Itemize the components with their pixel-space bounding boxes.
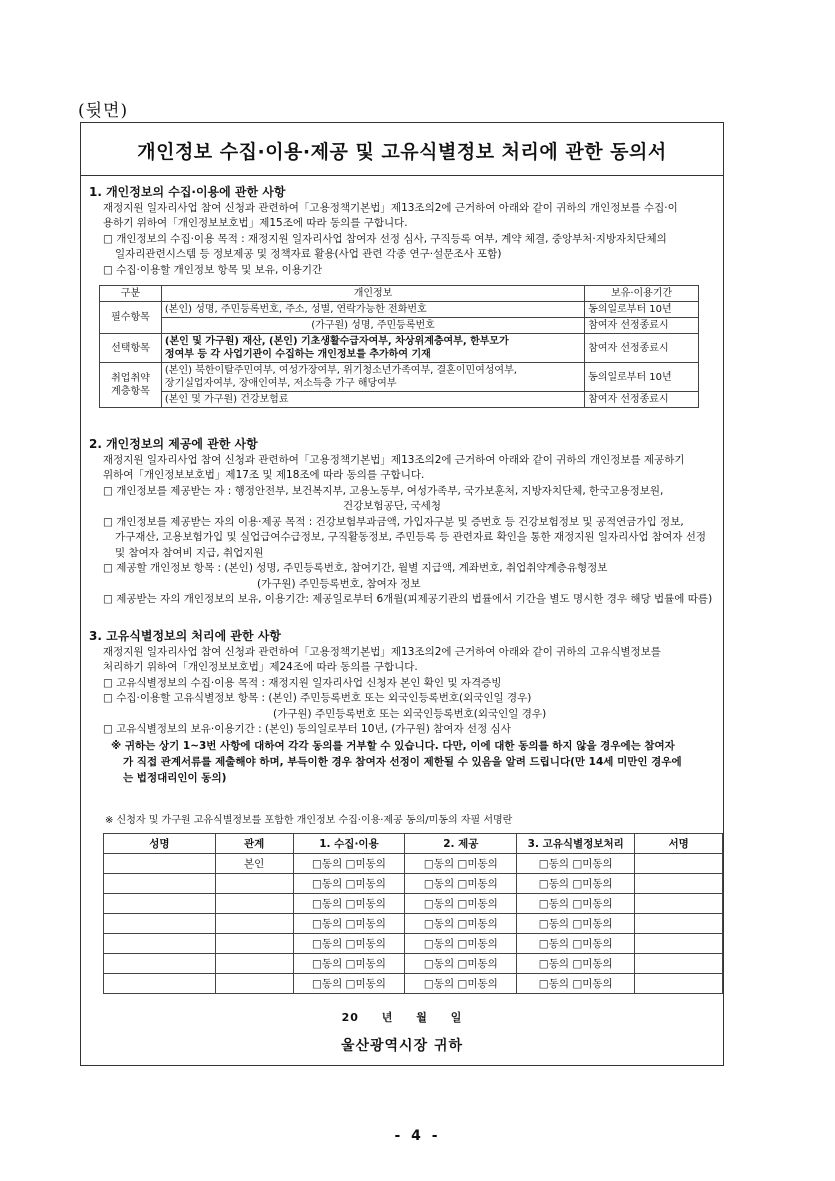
signature-cell[interactable] [635, 894, 723, 914]
unique-id-consent-checkboxes[interactable]: □동의 □미동의 [517, 894, 635, 914]
collection-consent-checkboxes[interactable]: □동의 □미동의 [293, 874, 405, 894]
date-line: 20 년 월 일 [341, 1011, 463, 1024]
collection-consent-checkboxes[interactable]: □동의 □미동의 [293, 954, 405, 974]
section-collection [89, 185, 717, 278]
relation-cell[interactable] [215, 914, 293, 934]
optional-period: 참여자 선정종료시 [585, 334, 699, 363]
name-cell[interactable] [104, 894, 216, 914]
page-number: - 4 - [394, 1128, 441, 1144]
consent-refusal-note-line2: 가 직접 관계서류를 제출해야 하며, 부득이한 경우 참여자 선정이 제한될 수 있음을 알려 드립니다(만 14세 미만인 경우에 [123, 755, 682, 768]
section2-recipients-line1: □ 개인정보를 제공받는 자 : 행정안전부, 보건복지부, 고용노동부, 여성가족부, 국가보훈처, 지방자치단체, 한국고용정보원, [103, 484, 664, 497]
section2-retention: □ 제공받는 자의 개인정보의 보유, 이용기간: 제공일로부터 6개월(피제공기관의 법률에서 기간을 별도 명시한 경우 해당 법률에 따름) [103, 593, 713, 605]
table-row [104, 854, 723, 874]
section3-items-line2: (가구원) 주민등록번호 또는 외국인등록번호(외국인일 경우) [273, 707, 547, 720]
section3-intro-line1: 재정지원 일자리사업 참여 신청과 관련하여「고용정책기본법」제13조의2에 근거하여 아래와 같이 귀하의 고유식별정보를 [103, 645, 661, 658]
section2-use-line1: □ 개인정보를 제공받는 자의 이용·제공 목적 : 건강보험부과금액, 가입자구분 및 증번호 등 건강보험정보 및 공적연금가입 정보, [103, 515, 684, 528]
optional-items-line1: (본인 및 가구원) 재산, (본인) 기초생활수급자여부, 차상위계층여부, 한부모가 [164, 336, 509, 347]
signature-cell[interactable] [635, 974, 723, 994]
header-unique-id: 3. 고유식별정보처리 [517, 834, 635, 854]
section3-heading: 3. 고유식별정보의 처리에 관한 사항 [89, 629, 281, 643]
vulnerable-label-line2: 계층항목 [111, 386, 150, 397]
collection-consent-checkboxes[interactable]: □동의 □미동의 [293, 894, 405, 914]
section2-items-line2: (가구원) 주민등록번호, 참여자 정보 [257, 577, 421, 590]
header-provision: 2. 제공 [405, 834, 517, 854]
section2-intro-line2: 위하여「개인정보보호법」제17조 및 제18조에 따라 동의를 구합니다. [103, 469, 425, 481]
unique-id-consent-checkboxes[interactable]: □동의 □미동의 [517, 874, 635, 894]
back-page-label: (뒷면) [78, 101, 129, 121]
table-row [100, 302, 699, 318]
header-signature: 서명 [635, 834, 723, 854]
provision-consent-checkboxes[interactable]: □동의 □미동의 [405, 854, 517, 874]
section-unique-id [89, 629, 717, 786]
table-row [104, 974, 723, 994]
collection-items-table [99, 285, 699, 408]
provision-consent-checkboxes[interactable]: □동의 □미동의 [405, 914, 517, 934]
health-insurance-item: (본인 및 가구원) 건강보험료 [161, 392, 584, 408]
required-items-self: (본인) 성명, 주민등록번호, 주소, 성별, 연락가능한 전화번호 [161, 302, 584, 318]
optional-items [161, 334, 584, 363]
collection-consent-checkboxes[interactable]: □동의 □미동의 [293, 854, 405, 874]
name-cell[interactable] [104, 974, 216, 994]
unique-id-consent-checkboxes[interactable]: □동의 □미동의 [517, 974, 635, 994]
relation-cell[interactable]: 본인 [215, 854, 293, 874]
signature-caption: ※ 신청자 및 가구원 고유식별정보를 포함한 개인정보 수집·이용·제공 동의/미동의 자필 서명란 [105, 815, 513, 826]
name-cell[interactable] [104, 874, 216, 894]
signature-cell[interactable] [635, 934, 723, 954]
section2-items-line1: □ 제공할 개인정보 항목 : (본인) 성명, 주민등록번호, 참여기간, 월별 지급액, 계좌번호, 취업취약계층유형정보 [103, 562, 608, 574]
required-period-household: 참여자 선정종료시 [585, 318, 699, 334]
section2-heading: 2. 개인정보의 제공에 관한 사항 [89, 437, 258, 451]
section1-items-label: □ 수집·이용할 개인정보 항목 및 보유, 이용기간 [103, 263, 323, 276]
optional-label: 선택항목 [100, 334, 162, 363]
table-row [104, 934, 723, 954]
relation-cell[interactable] [215, 894, 293, 914]
signature-cell[interactable] [635, 914, 723, 934]
signature-table [103, 833, 723, 994]
section3-intro-line2: 처리하기 위하여「개인정보보호법」제24조에 따라 동의를 구합니다. [103, 661, 418, 673]
header-category: 구분 [100, 286, 162, 302]
section2-recipients-line2: 건강보험공단, 국세청 [343, 500, 441, 512]
signature-cell[interactable] [635, 854, 723, 874]
table-row [100, 318, 699, 334]
unique-id-consent-checkboxes[interactable]: □동의 □미동의 [517, 954, 635, 974]
relation-cell[interactable] [215, 954, 293, 974]
provision-consent-checkboxes[interactable]: □동의 □미동의 [405, 954, 517, 974]
addressee: 울산광역시장 귀하 [340, 1038, 464, 1054]
title-divider [81, 175, 723, 176]
section3-purpose: □ 고유식별정보의 수집·이용 목적 : 재정지원 일자리사업 신청자 본인 확인 및 자격증빙 [103, 676, 502, 689]
table-row [104, 874, 723, 894]
table-row [100, 334, 699, 363]
header-name: 성명 [104, 834, 216, 854]
required-period-self: 동의일로부터 10년 [585, 302, 699, 318]
provision-consent-checkboxes[interactable]: □동의 □미동의 [405, 894, 517, 914]
collection-consent-checkboxes[interactable]: □동의 □미동의 [293, 914, 405, 934]
vulnerable-items [161, 363, 584, 392]
unique-id-consent-checkboxes[interactable]: □동의 □미동의 [517, 914, 635, 934]
table-row [104, 914, 723, 934]
table-row [100, 392, 699, 408]
section1-heading: 1. 개인정보의 수집·이용에 관한 사항 [89, 185, 286, 199]
section1-purpose-line2: 일자리관련시스템 등 정보제공 및 정책자료 활용(사업 관련 각종 연구·설문조사 포함) [115, 248, 502, 260]
relation-cell[interactable] [215, 934, 293, 954]
name-cell[interactable] [104, 914, 216, 934]
header-retention: 보유·이용기간 [585, 286, 699, 302]
vulnerable-items-line1: (본인) 북한이탈주민여부, 여성가장여부, 위기청소년가족여부, 결혼이민여성여부, [164, 365, 517, 376]
signature-cell[interactable] [635, 954, 723, 974]
relation-cell[interactable] [215, 874, 293, 894]
section3-retention: □ 고유식별정보의 보유·이용기간 : (본인) 동의일로부터 10년, (가구원) 참여자 선정 심사 [103, 723, 511, 735]
vulnerable-period: 동의일로부터 10년 [585, 363, 699, 392]
form-title: 개인정보 수집·이용·제공 및 고유식별정보 처리에 관한 동의서 [137, 141, 667, 163]
consent-refusal-note-line3: 는 법정대리인이 동의) [123, 771, 227, 784]
table-row [104, 954, 723, 974]
name-cell[interactable] [104, 854, 216, 874]
section1-intro-line1: 재정지원 일자리사업 참여 신청과 관련하여「고용정책기본법」제13조의2에 근거하여 아래와 같이 귀하의 개인정보를 수집·이 [103, 201, 678, 214]
name-cell[interactable] [104, 934, 216, 954]
collection-consent-checkboxes[interactable]: □동의 □미동의 [293, 974, 405, 994]
collection-consent-checkboxes[interactable]: □동의 □미동의 [293, 934, 405, 954]
section2-use-line3: 및 참여자 참여비 지급, 취업지원 [115, 546, 264, 559]
section3-items-line1: □ 수집·이용할 고유식별정보 항목 : (본인) 주민등록번호 또는 외국인등록번호(외국인일 경우) [103, 692, 532, 704]
health-insurance-period: 참여자 선정종료시 [585, 392, 699, 408]
provision-consent-checkboxes[interactable]: □동의 □미동의 [405, 934, 517, 954]
optional-items-line2: 정여부 등 각 사업기관이 수집하는 개인정보를 추가하여 기재 [164, 349, 431, 360]
vulnerable-items-line2: 장기실업자여부, 장애인여부, 저소득층 가구 해당여부 [164, 378, 397, 389]
provision-consent-checkboxes[interactable]: □동의 □미동의 [405, 974, 517, 994]
section2-use-line2: 가구재산, 고용보험가입 및 실업급여수급정보, 구직활동정보, 주민등록 등 관련자료 확인을 통한 재정지원 일자리사업 참여자 선정 [115, 531, 706, 543]
consent-refusal-note-line1: ※ 귀하는 상기 1~3번 사항에 대하여 각각 동의를 거부할 수 있습니다. 다만, 이에 대한 동의를 하지 않을 경우에는 참여자 [111, 739, 675, 752]
consent-form [80, 122, 724, 1066]
section1-intro-line2: 용하기 위하여「개인정보보호법」제15조에 따라 동의를 구합니다. [103, 217, 408, 229]
provision-consent-checkboxes[interactable]: □동의 □미동의 [405, 874, 517, 894]
table-row [100, 363, 699, 392]
header-relation: 관계 [215, 834, 293, 854]
signature-rows [104, 854, 723, 994]
table-header-row [100, 286, 699, 302]
required-label: 필수항목 [100, 302, 162, 334]
vulnerable-label [100, 363, 162, 408]
section-provision [89, 437, 717, 608]
signature-header-row [104, 834, 723, 854]
section1-purpose-line1: □ 개인정보의 수집·이용 목적 : 재정지원 일자리사업 참여자 선정 심사, 구직등록 여부, 계약 체결, 중앙부처·지방자치단체의 [103, 232, 667, 245]
signature-cell[interactable] [635, 874, 723, 894]
required-items-household: (가구원) 성명, 주민등록번호 [161, 318, 584, 334]
header-collection: 1. 수집·이용 [293, 834, 405, 854]
table-row [104, 894, 723, 914]
relation-cell[interactable] [215, 974, 293, 994]
header-personal-info: 개인정보 [161, 286, 584, 302]
section2-intro-line1: 재정지원 일자리사업 참여 신청과 관련하여「고용정책기본법」제13조의2에 근거하여 아래와 같이 귀하의 개인정보를 제공하기 [103, 453, 685, 466]
name-cell[interactable] [104, 954, 216, 974]
unique-id-consent-checkboxes[interactable]: □동의 □미동의 [517, 854, 635, 874]
vulnerable-label-line1: 취업취약 [111, 373, 150, 384]
unique-id-consent-checkboxes[interactable]: □동의 □미동의 [517, 934, 635, 954]
